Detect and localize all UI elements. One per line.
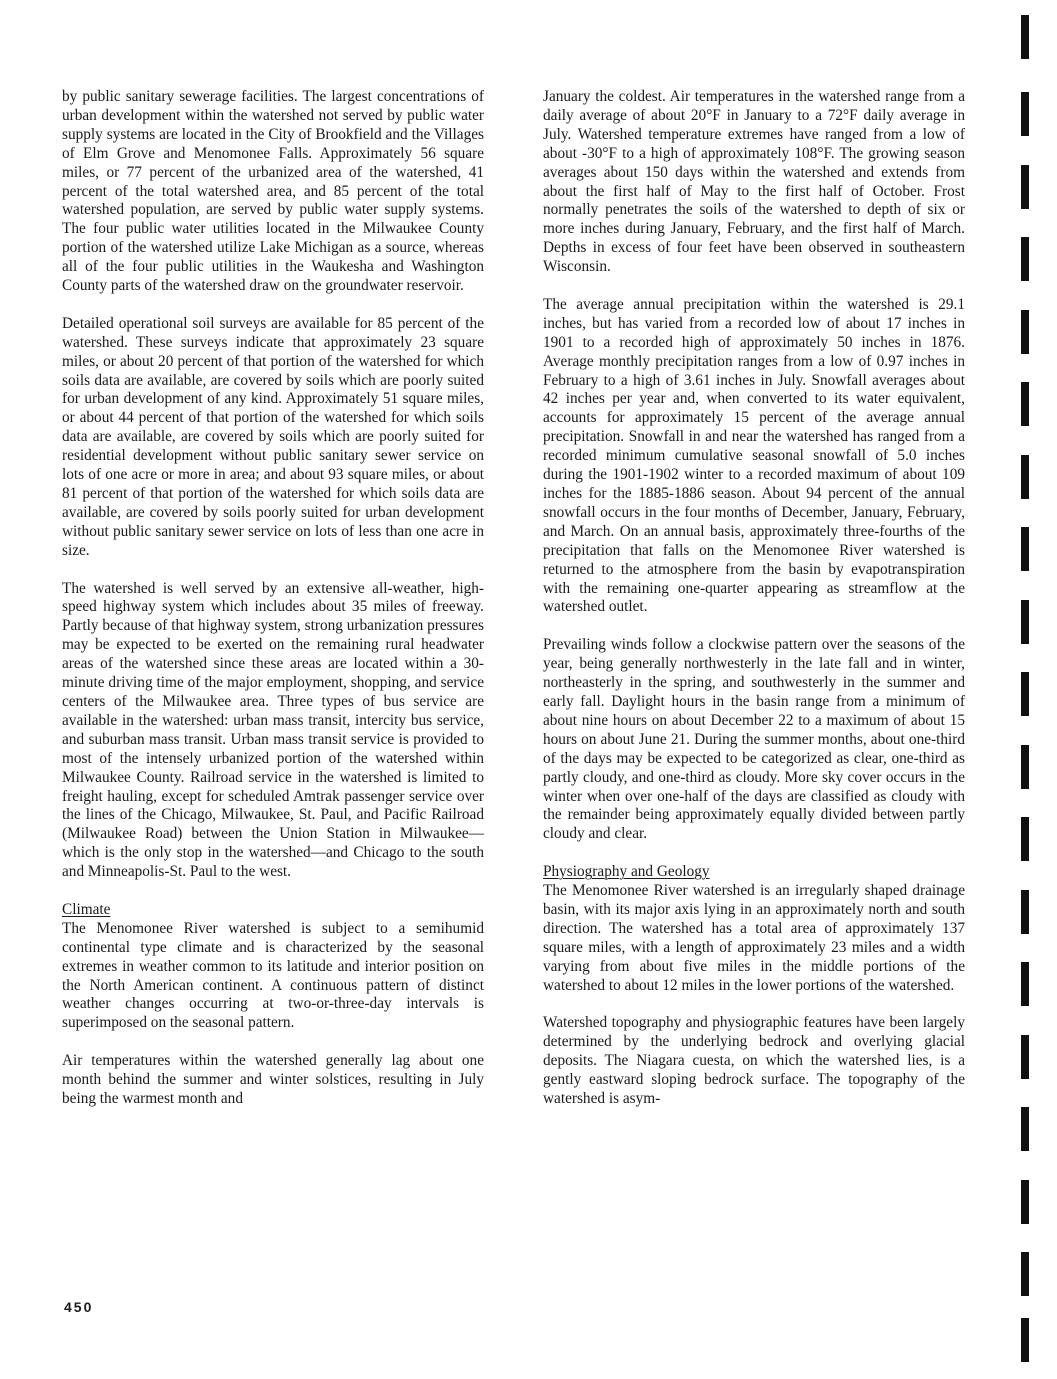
edge-mark xyxy=(1021,1318,1029,1362)
edge-mark xyxy=(1021,672,1029,716)
scan-edge-marks xyxy=(1021,0,1029,1379)
left-column xyxy=(62,88,484,1128)
section-heading-climate: Climate xyxy=(62,900,111,918)
edge-mark xyxy=(1021,817,1029,861)
paragraph-precipitation: The average annual precipitation within the watershed is 29.1 inches, but has varied from a recorded low of about 17 inches in 1901 to a recorded high of approximately 50 inches in 1876. Average monthly precipitation ranges from a low of 0.97 inches in February to a high of 3.61 inches in July. Snowfall averages about 42 inches per year and, when converted to its water equivalent, accounts for approximately 15 percent of the average annual precipitation. Snowfall in and near the watershed has ranged from a recorded minimum cumulative seasonal snowfall of 5.0 inches during the 1901-1902 winter to a recorded maximum of about 109 inches for the 1885-1886 season. About 94 percent of the annual snowfall occurs in the four months of December, January, February, and March. On an annual basis, approximately three-fourths of the precipitation that falls on the Menomonee River watershed is returned to the atmosphere from the basin by evapotranspiration with the remaining one-quarter appearing as streamflow at the watershed outlet. xyxy=(543,295,965,616)
edge-mark xyxy=(1021,600,1029,644)
paragraph-air-temperatures: Air temperatures within the watershed generally lag about one month behind the summer and winter solstices, resulting in July being the warmest month and xyxy=(62,1052,484,1107)
edge-mark xyxy=(1021,165,1029,209)
edge-mark xyxy=(1021,890,1029,934)
edge-mark xyxy=(1021,15,1029,59)
page-number: 450 xyxy=(64,1299,94,1315)
edge-mark xyxy=(1021,455,1029,499)
edge-mark xyxy=(1021,962,1029,1006)
paragraph-topography: Watershed topography and physiographic features have been largely determined by the underlying bedrock and overlying glacial deposits. The Niagara cuesta, on which the watershed lies, is a gently eastward sloping bedrock surface. The topography of the watershed is asym- xyxy=(543,1014,965,1107)
edge-mark xyxy=(1021,1035,1029,1079)
paragraph-winds-daylight: Prevailing winds follow a clockwise pattern over the seasons of the year, being generally northwesterly in the late fall and in winter, northeasterly in the spring, and southwesterly in the summer and early fall. Daylight hours in the basin range from a minimum of about nine hours on about December 22 to a maximum of about 15 hours on about June 21. During the summer months, about one-third of the days may be expected to be categorized as clear, one-third as partly cloudy, and one-third as cloudy. More sky cover occurs in the winter when over one-half of the days are classified as cloudy with the remainder being approximately equally divided between partly cloudy and clear. xyxy=(543,636,965,843)
section-heading-physiography: Physiography and Geology xyxy=(543,863,710,881)
edge-mark xyxy=(1021,310,1029,354)
paragraph-climate-overview: The Menomonee River watershed is subject to a semihumid continental type climate and is characterized by the seasonal extremes in weather common to its latitude and interior position on the North American continent. A continuous pattern of distinct weather changes occurring at two-or-three-day intervals is superimposed on the seasonal pattern. xyxy=(62,919,484,1032)
right-column xyxy=(543,88,965,1128)
paragraph-soil-surveys: Detailed operational soil surveys are available for 85 percent of the watershed. These surveys indicate that approximately 23 square miles, or about 20 percent of that portion of the watershed for which soils data are available, are covered by soils which are poorly suited for urban development of any kind. Approximately 51 square miles, or about 44 percent of that portion of the watershed for which soils data are available, are covered by soils which are poorly suited for residential development without public sanitary sewer service on lots of one acre or more in area; and about 93 square miles, or about 81 percent of that portion of the watershed for which soils data are available, are covered by soils poorly suited for urban development without public sanitary sewer service on lots of less than one acre in size. xyxy=(62,314,484,559)
edge-mark xyxy=(1021,92,1029,136)
edge-mark xyxy=(1021,1180,1029,1224)
paragraph-watershed-shape: The Menomonee River watershed is an irregularly shaped drainage basin, with its major axis lying in an approximately north and south direction. The watershed has a total area of approximately 137 square miles, with a length of approximately 23 miles and a width varying from about five miles in the middle portions of the watershed to about 12 miles in the lower portions of the watershed. xyxy=(543,882,965,994)
edge-mark xyxy=(1021,745,1029,789)
paragraph-temperature-range: January the coldest. Air temperatures in the watershed range from a daily average of about 20°F in January to a 72°F daily average in July. Watershed temperature extremes have ranged from a low of about -30°F to a high of approximately 108°F. The growing season averages about 150 days within the watershed and extends from about the first half of May to the first half of October. Frost normally penetrates the soils of the watershed to depth of six or more inches during January, February, and the first half of March. Depths in excess of four feet have been observed in southeastern Wisconsin. xyxy=(543,88,965,276)
edge-mark xyxy=(1021,1252,1029,1296)
edge-mark xyxy=(1021,382,1029,426)
paragraph-water-supply: by public sanitary sewerage facilities. The largest concentrations of urban development within the watershed not served by public water supply systems are located in the City of Brookfield and the Villages of Elm Grove and Menomonee Falls. Approximately 56 square miles, or 77 percent of the urbanized area of the watershed, 41 percent of the total watershed area, and 85 percent of the total watershed population, are served by public water supply systems. The four public water utilities located in the Milwaukee County portion of the watershed utilize Lake Michigan as a source, whereas all of the four public utilities in the Waukesha and Washington County parts of the watershed draw on the groundwater reservoir. xyxy=(62,88,484,295)
edge-mark xyxy=(1021,1107,1029,1151)
edge-mark xyxy=(1021,527,1029,571)
paragraph-transportation: The watershed is well served by an extensive all-weather, high-speed highway system which includes about 35 miles of freeway. Partly because of that highway system, strong urbanization pressures may be expected to be exerted on the remaining rural headwater areas of the watershed since these areas are located within a 30-minute driving time of the major employment, shopping, and service centers of the Milwaukee area. Three types of bus service are available in the watershed: urban mass transit, intercity bus service, and suburban mass transit. Urban mass transit service is provided to most of the intensely urbanized portion of the watershed within Milwaukee County. Railroad service in the watershed is limited to freight hauling, except for scheduled Amtrak passenger service over the lines of the Chicago, Milwaukee, St. Paul, and Pacific Railroad (Milwaukee Road) between the Union Station in Milwaukee—which is the only stop in the watershed—and Chicago to the south and Minneapolis-St. Paul to the west. xyxy=(62,579,484,881)
edge-mark xyxy=(1021,237,1029,281)
